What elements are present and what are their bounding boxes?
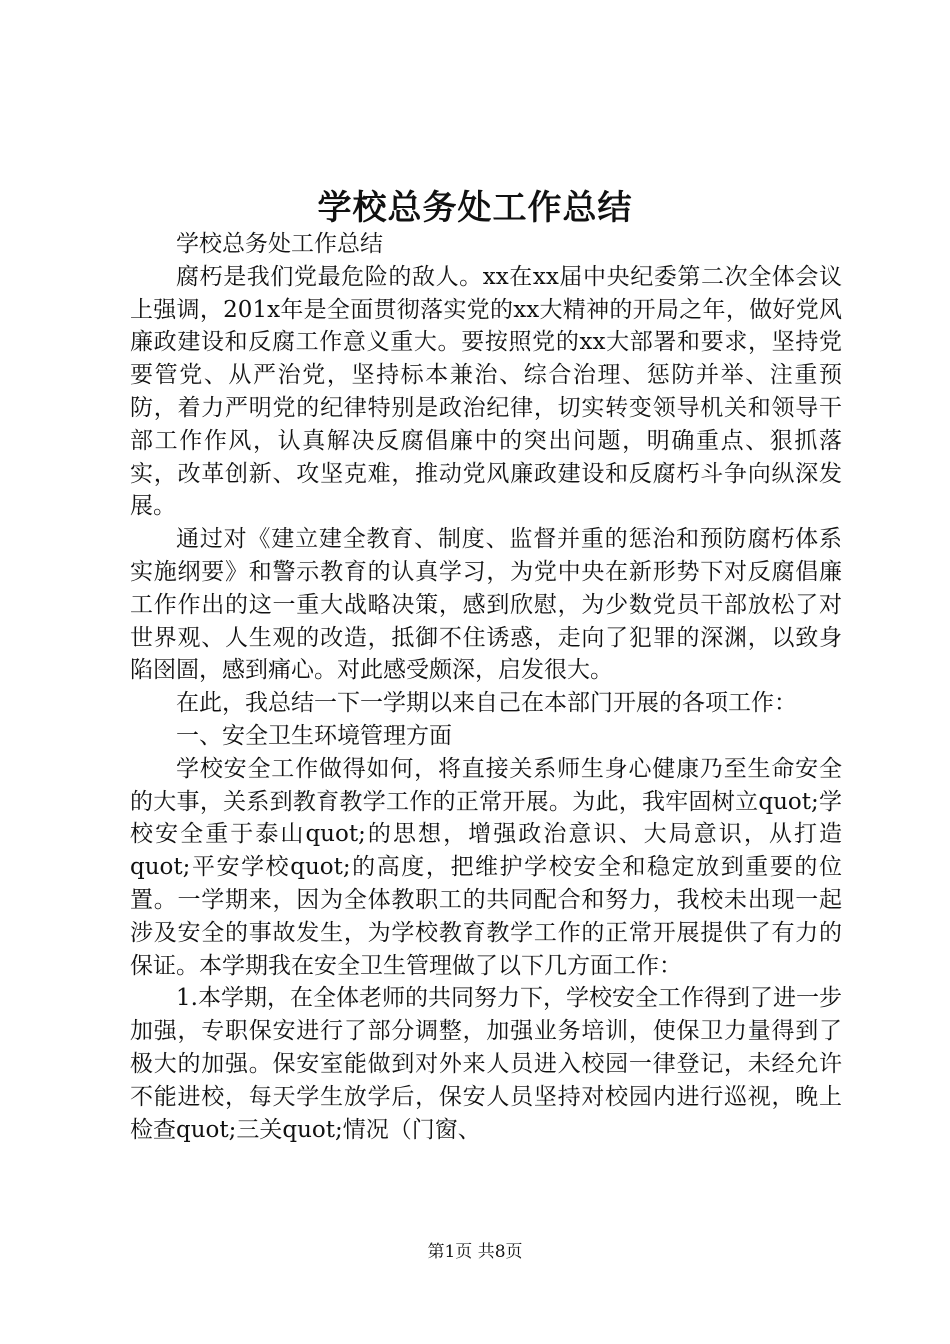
page-number: 第1页 共8页	[427, 1242, 523, 1262]
paragraph: 1.本学期，在全体老师的共同努力下，学校安全工作得到了进一步加强，专职保安进行了部分调整，加强业务培训，使保卫力量得到了极大的加强。保安室能做到对外来人员进入校园一律登记，未经允许不能进校，每天学生放学后，保安人员坚持对校园内进行巡视，晚上检查quot;三关quot;情况（门窗、	[130, 985, 842, 1143]
paragraph: 在此，我总结一下一学期以来自己在本部门开展的各项工作：	[176, 690, 797, 717]
paragraph: 学校安全工作做得如何，将直接关系师生身心健康乃至生命安全的大事，关系到教育教学工作的正常开展。为此，我牢固树立quot;学校安全重于泰山quot;的思想，增强政治意识、大局意识，从打造quot;平安学校quot;的高度，把维护学校安全和稳定放到重要的位置。一学期来，因为全体教职工的共同配合和努力，我校未出现一起涉及安全的事故发生，为学校教育教学工作的正常开展提供了有力的保证。本学期我在安全卫生管理做了以下几方面工作：	[130, 755, 842, 979]
document-body	[130, 228, 842, 1146]
paragraph-heading: 学校总务处工作总结	[176, 231, 383, 257]
section-heading: 一、安全卫生环境管理方面	[176, 722, 452, 749]
document-title: 学校总务处工作总结	[317, 188, 633, 228]
paragraph: 通过对《建立建全教育、制度、监督并重的惩治和预防腐朽体系实施纲要》和警示教育的认真学习，为党中央在新形势下对反腐倡廉工作作出的这一重大战略决策，感到欣慰，为少数党员干部放松了对世界观、人生观的改造，抵御不住诱惑，走向了犯罪的深渊，以致身陷囹圄，感到痛心。对此感受颇深，启发很大。	[130, 526, 842, 684]
paragraph: 腐朽是我们党最危险的敌人。xx在xx届中央纪委第二次全体会议上强调，201x年是全面贯彻落实党的xx大精神的开局之年，做好党风廉政建设和反腐工作意义重大。要按照党的xx大部署和要求，坚持党要管党、从严治党，坚持标本兼治、综合治理、惩防并举、注重预防，着力严明党的纪律特别是政治纪律，切实转变领导机关和领导干部工作作风，认真解决反腐倡廉中的突出问题，明确重点、狠抓落实，改革创新、攻坚克难，推动党风廉政建设和反腐朽斗争向纵深发展。	[130, 263, 842, 520]
